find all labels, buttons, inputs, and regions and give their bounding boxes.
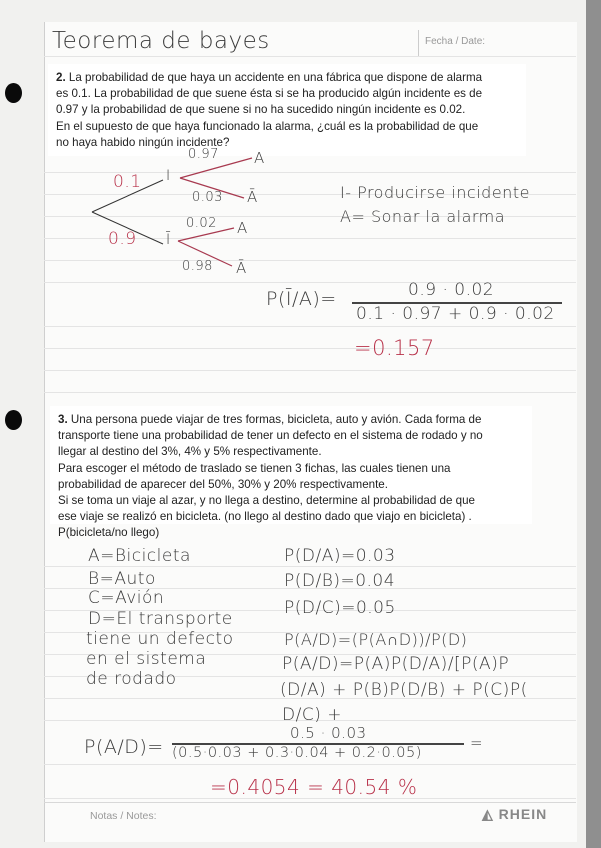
tree-node-no-incident: Ī [166, 232, 171, 248]
statement-line: ese viaje se realizó en bicicleta. (no llego al destino dado que viajo en bicicleta) . [58, 510, 472, 524]
formula-denominator: 0.1 · 0.97 + 0.9 · 0.02 [356, 304, 555, 324]
tree-p-incident: 0.1 [113, 172, 142, 192]
statement-line: Una persona puede viajar de tres formas, bicicleta, auto y avión. Cada forma de [70, 413, 482, 426]
statement-line: probabilidad de aparecer del 50%, 30% y 20% respectivamente. [58, 477, 388, 491]
definition-line: A=Bicicleta [88, 546, 191, 566]
tree-outcome-a: A [237, 219, 248, 237]
final-equals: = [470, 734, 484, 752]
tree-outcome-nota: Ā [247, 188, 258, 206]
tree-outcome-nota: Ā [236, 259, 247, 277]
problem-number: 2. [56, 71, 66, 84]
tree-p-nota-given-i: 0.03 [192, 190, 223, 205]
final-numerator: 0.5 · 0.03 [290, 724, 367, 742]
tree-p-nota-given-noti: 0.98 [182, 259, 213, 274]
work-line: D/C) + [282, 705, 342, 725]
tree-outcome-a: A [254, 149, 265, 167]
statement-line: es 0.1. La probabilidad de que suene ésta si se ha producido algún incidente es de [56, 87, 483, 101]
brand-logo [482, 806, 547, 823]
brand-name: RHEIN [498, 806, 548, 822]
statement-line: 0.97 y la probabilidad de que suene si no ha sucedido ningún incidente es 0.02. [56, 103, 466, 117]
problem-number: 3. [58, 413, 68, 426]
work-line: P(D/C)=0.05 [284, 598, 396, 618]
tree-p-a-given-i: 0.97 [188, 147, 219, 162]
problem-3-statement [50, 406, 532, 540]
work-line: (D/A) + P(B)P(D/B) + P(C)P( [280, 680, 528, 700]
statement-line: llegar al destino del 3%, 4% y 5% respectivamente. [58, 445, 322, 459]
statement-line: Si se toma un viaje al azar, y no llega a destino, determine al probabilidad de que [58, 494, 475, 508]
statement-line: P(bicicleta/no llego) [58, 526, 160, 540]
definition-line: B=Auto [88, 569, 156, 589]
problem-2-result: =0.157 [354, 336, 435, 360]
definition-line: C=Avión [88, 588, 165, 608]
definition-line: tiene un defecto [86, 629, 234, 649]
footer-divider [44, 802, 576, 803]
statement-line: La probabilidad de que haya un accidente en una fábrica que dispone de alarma [68, 71, 483, 84]
work-line: P(A/D)=(P(A∩D))/P(D) [284, 630, 468, 649]
formula-lhs: P(Ī/A)= [266, 288, 337, 310]
statement-line: no haya habido ningún incidente? [56, 135, 230, 149]
definition-line: D=El transporte [88, 609, 233, 629]
statement-line: Para escoger el método de traslado se tienen 3 fichas, las cuales tienen una [58, 461, 451, 475]
work-line: P(A/D)=P(A)P(D/A)/[P(A)P [282, 654, 510, 674]
work-line: P(D/A)=0.03 [284, 546, 396, 566]
statement-line: En el supuesto de que haya funcionado la alarma, ¿cuál es la probabilidad de que [56, 119, 479, 133]
work-line: P(D/B)=0.04 [284, 571, 396, 591]
tree-node-incident: I [166, 168, 171, 184]
tree-p-no-incident: 0.9 [108, 229, 137, 249]
notes-label: Notas / Notes: [90, 810, 157, 822]
definition-line: en el sistema [86, 649, 207, 669]
legend-incident: I- Producirse incidente [340, 183, 530, 202]
date-label: Fecha / Date: [425, 36, 486, 47]
legend-alarm: A= Sonar la alarma [340, 207, 506, 226]
problem-3-result: =0.4054 = 40.54 % [210, 775, 418, 799]
final-formula-lhs: P(A/D)= [84, 736, 164, 758]
page-title: Teorema de bayes [52, 28, 270, 54]
brand-icon: ◭ [482, 806, 494, 822]
tree-p-a-given-noti: 0.02 [186, 216, 217, 231]
formula-numerator: 0.9 · 0.02 [408, 280, 495, 300]
statement-line: transporte tiene una probabilidad de tener un defecto en el sistema de rodado y no [58, 429, 483, 443]
final-denominator: (0.5·0.03 + 0.3·0.04 + 0.2·0.05) [172, 745, 422, 761]
definition-line: de rodado [86, 669, 177, 689]
